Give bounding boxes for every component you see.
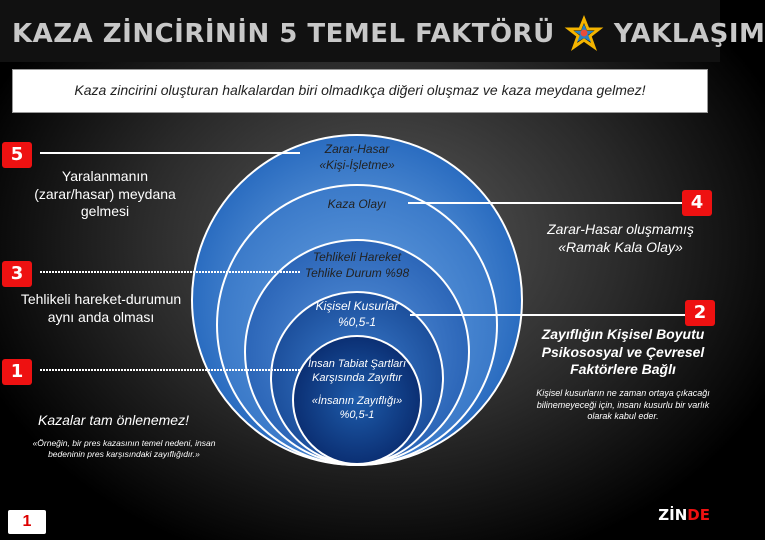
title-part1: KAZA ZİNCİRİNİN 5 TEMEL FAKTÖRÜ bbox=[12, 19, 555, 49]
circle-line: Karşısında Zayıftır bbox=[312, 372, 402, 385]
factor-4-badge: 4 bbox=[682, 190, 712, 216]
factor-4-text: Zarar-Hasar oluşmamış «Ramak Kala Olay» bbox=[547, 221, 694, 255]
circle-line: %0,5-1 bbox=[339, 408, 375, 421]
logo-part2: DE bbox=[687, 506, 710, 524]
circle-label-tehlikeli-hareket bbox=[292, 250, 422, 281]
circle-label-kaza-olayi bbox=[297, 197, 417, 213]
circle-line: «İnsanın Zayıflığı» bbox=[311, 394, 403, 407]
circle-line: Tehlike Durum %98 bbox=[304, 265, 410, 280]
factor-1-badge: 1 bbox=[2, 359, 32, 385]
slide-number: 1 bbox=[8, 510, 46, 534]
factor-2-note: Kişisel kusurların ne zaman ortaya çıkacağı bilinemeyeceği için, insanı kusurlu bir varlık olarak kabul eder. bbox=[536, 388, 710, 422]
factor-1-text: Kazalar tam önlenemez! bbox=[38, 412, 189, 428]
circle-line: İnsan Tabiat Şartları bbox=[307, 358, 407, 370]
factor-2-text: Zayıflığın Kişisel Boyutu Psikososyal ve Çevresel Faktörlere Bağlı bbox=[541, 326, 705, 377]
circle-label-kisisel-kusurlar bbox=[297, 299, 417, 330]
title-part2: YAKLAŞIM bbox=[613, 19, 765, 49]
circle-line: %0,5-1 bbox=[337, 314, 377, 329]
factor-1-note: «Örneğin, bir pres kazasının temel nedeni, insan bedeninin pres karşısındaki zayıflığıdır.» bbox=[32, 438, 216, 460]
zinde-logo bbox=[658, 506, 710, 524]
circle-title: Zarar-Hasar bbox=[324, 142, 390, 156]
circle-label-zarar-hasar bbox=[297, 142, 417, 173]
factor-2-badge: 2 bbox=[685, 300, 715, 326]
circle-line: Tehlikeli Hareket bbox=[312, 250, 402, 264]
circle-label-insan-zayifligi bbox=[292, 357, 422, 422]
circle-subtitle: «Kişi-İşletme» bbox=[319, 157, 395, 172]
factor-5-text: Yaralanmanın (zarar/hasar) meydana gelmesi bbox=[34, 168, 176, 219]
circle-text: Kaza Olayı bbox=[327, 197, 387, 211]
circle-line: Kişisel Kusurlar bbox=[315, 299, 399, 313]
banner-text: Kaza zincirini oluşturan halkalardan biri olmadıkça diğeri oluşmaz ve kaza meydana gelmez! bbox=[74, 82, 646, 98]
logo-part1: ZİN bbox=[658, 506, 688, 524]
factor-5-badge: 5 bbox=[2, 142, 32, 168]
factor-3-badge: 3 bbox=[2, 261, 32, 287]
factor-3-text: Tehlikeli hareket-durumun aynı anda olması bbox=[20, 291, 182, 325]
